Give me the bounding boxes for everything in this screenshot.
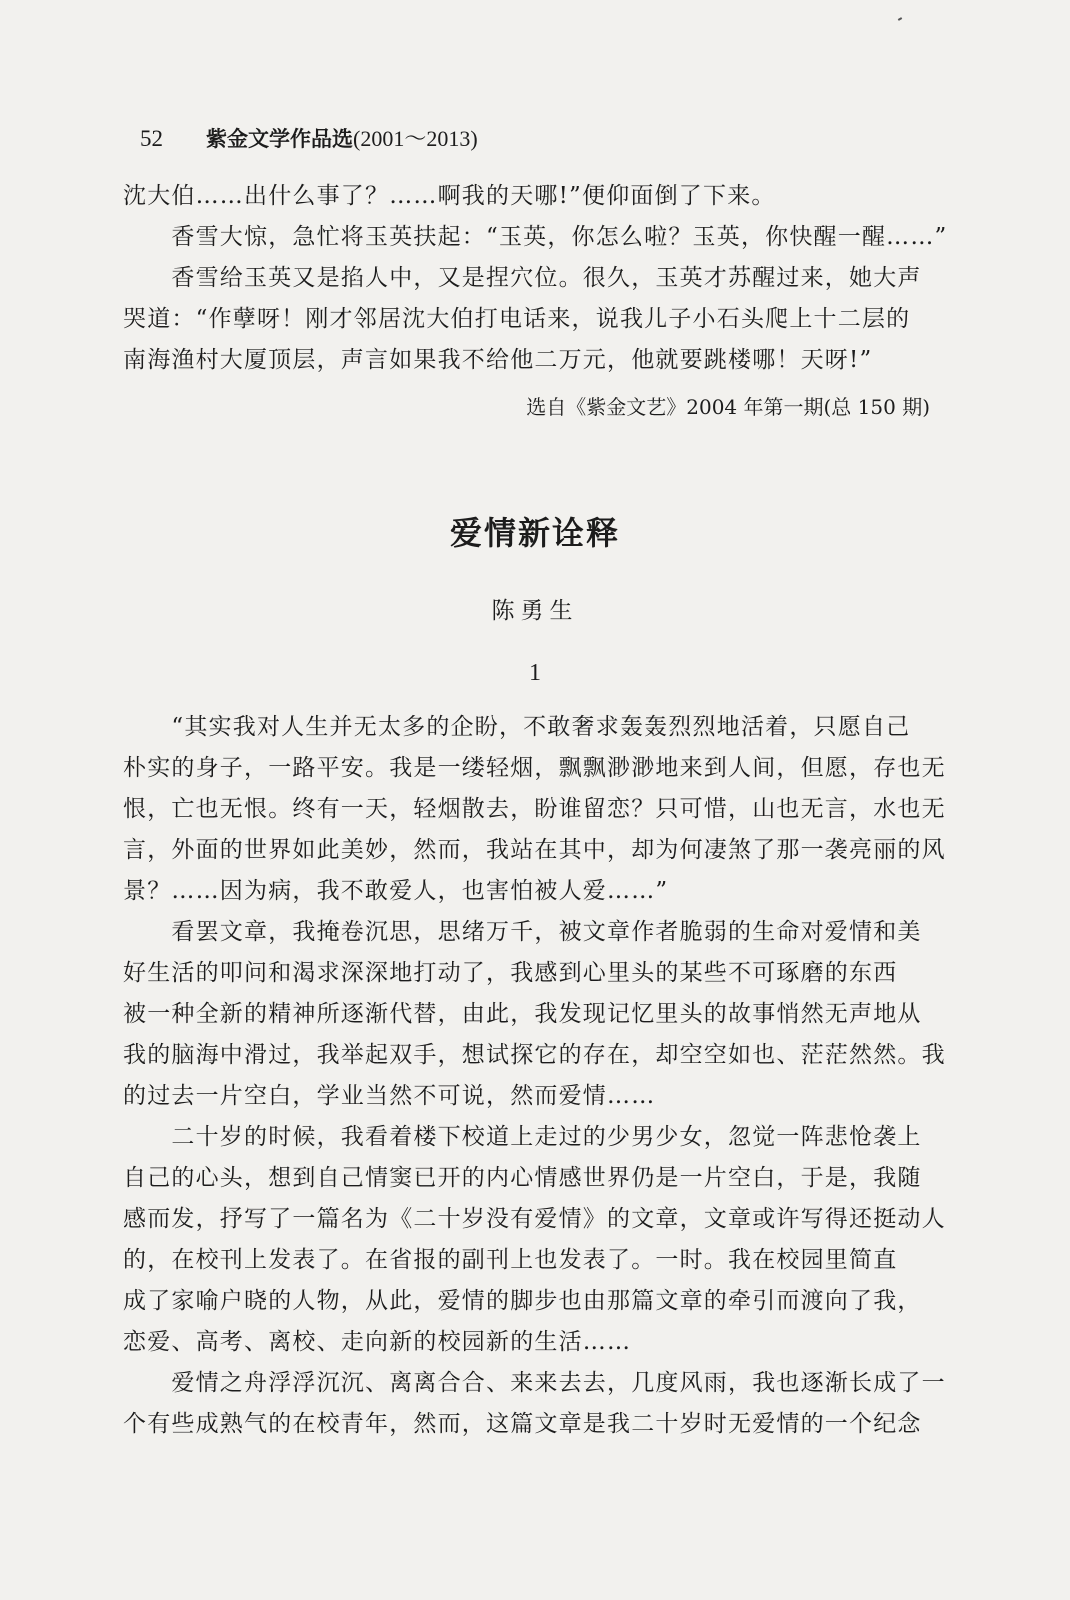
text-line: 成了家喻户晓的人物，从此，爱情的脚步也由那篇文章的牵引而渡向了我， (123, 1288, 922, 1314)
article-title: 爱情新诠释 (449, 514, 620, 552)
text-line: 的，在校刊上发表了。在省报的副刊上也发表了。一时。我在校园里简直 (123, 1247, 898, 1273)
text-line: 好生活的叩问和渴求深深地打动了，我感到心里头的某些不可琢磨的东西 (123, 960, 898, 986)
page-number: 52 (140, 126, 163, 151)
text-line: 我的脑海中滑过，我举起双手，想试探它的存在，却空空如也、茫茫然然。我 (123, 1042, 946, 1068)
article-body (123, 707, 946, 1445)
text-line: 南海渔村大厦顶层，声言如果我不给他二万元，他就要跳楼哪！天呀!” (123, 347, 873, 373)
article-author: 陈勇生 (491, 598, 579, 624)
scan-speck (898, 17, 902, 21)
text-line: 香雪给玉英又是掐人中，又是捏穴位。很久，玉英才苏醒过来，她大声 (123, 265, 922, 291)
text-line: 感而发，抒写了一篇名为《二十岁没有爱情》的文章，文章或许写得还挺动人 (123, 1206, 946, 1232)
text-line: 被一种全新的精神所逐渐代替，由此，我发现记忆里头的故事悄然无声地从 (123, 1001, 922, 1027)
text-line: 的过去一片空白，学业当然不可说，然而爱情…… (123, 1083, 656, 1109)
book-title: 紫金文学作品选 (206, 127, 353, 151)
text-line: 景？……因为病，我不敢爱人，也害怕被人爱……” (123, 878, 669, 904)
text-line: 看罢文章，我掩卷沉思，思绪万千，被文章作者脆弱的生命对爱情和美 (123, 919, 922, 945)
text-line: 沈大伯……出什么事了？……啊我的天哪!”便仰面倒了下来。 (123, 183, 776, 209)
text-line: 朴实的身子，一路平安。我是一缕轻烟，飘飘渺渺地来到人间，但愿，存也无 (123, 755, 946, 781)
text-line: 爱情之舟浮浮沉沉、离离合合、来来去去，几度风雨，我也逐渐长成了一 (123, 1370, 946, 1396)
book-years: (2001～2013) (353, 126, 478, 151)
text-line: 言，外面的世界如此美妙，然而，我站在其中，却为何凄煞了那一袭亮丽的风 (123, 837, 946, 863)
text-line: 自己的心头，想到自己情窦已开的内心情感世界仍是一片空白，于是，我随 (123, 1165, 922, 1191)
text-line: 二十岁的时候，我看着楼下校道上走过的少男少女，忽觉一阵悲怆袭上 (123, 1124, 922, 1150)
text-line: “其实我对人生并无太多的企盼，不敢奢求轰轰烈烈地活着，只愿自己 (123, 714, 911, 740)
text-line: 哭道：“作孽呀！刚才邻居沈大伯打电话来，说我儿子小石头爬上十二层的 (123, 306, 911, 332)
section-number: 1 (529, 660, 541, 686)
previous-story-text (123, 176, 948, 381)
running-header (140, 122, 478, 153)
text-line: 香雪大惊，急忙将玉英扶起：“玉英，你怎么啦？玉英，你快醒一醒……” (123, 224, 948, 250)
text-line: 恋爱、高考、离校、走向新的校园新的生活…… (123, 1329, 632, 1355)
text-line: 恨，亡也无恨。终有一天，轻烟散去，盼谁留恋？只可惜，山也无言，水也无 (123, 796, 946, 822)
text-line: 个有些成熟气的在校青年，然而，这篇文章是我二十岁时无爱情的一个纪念 (123, 1411, 922, 1437)
source-citation: 选自《紫金文艺》2004 年第一期(总 150 期) (526, 395, 930, 419)
